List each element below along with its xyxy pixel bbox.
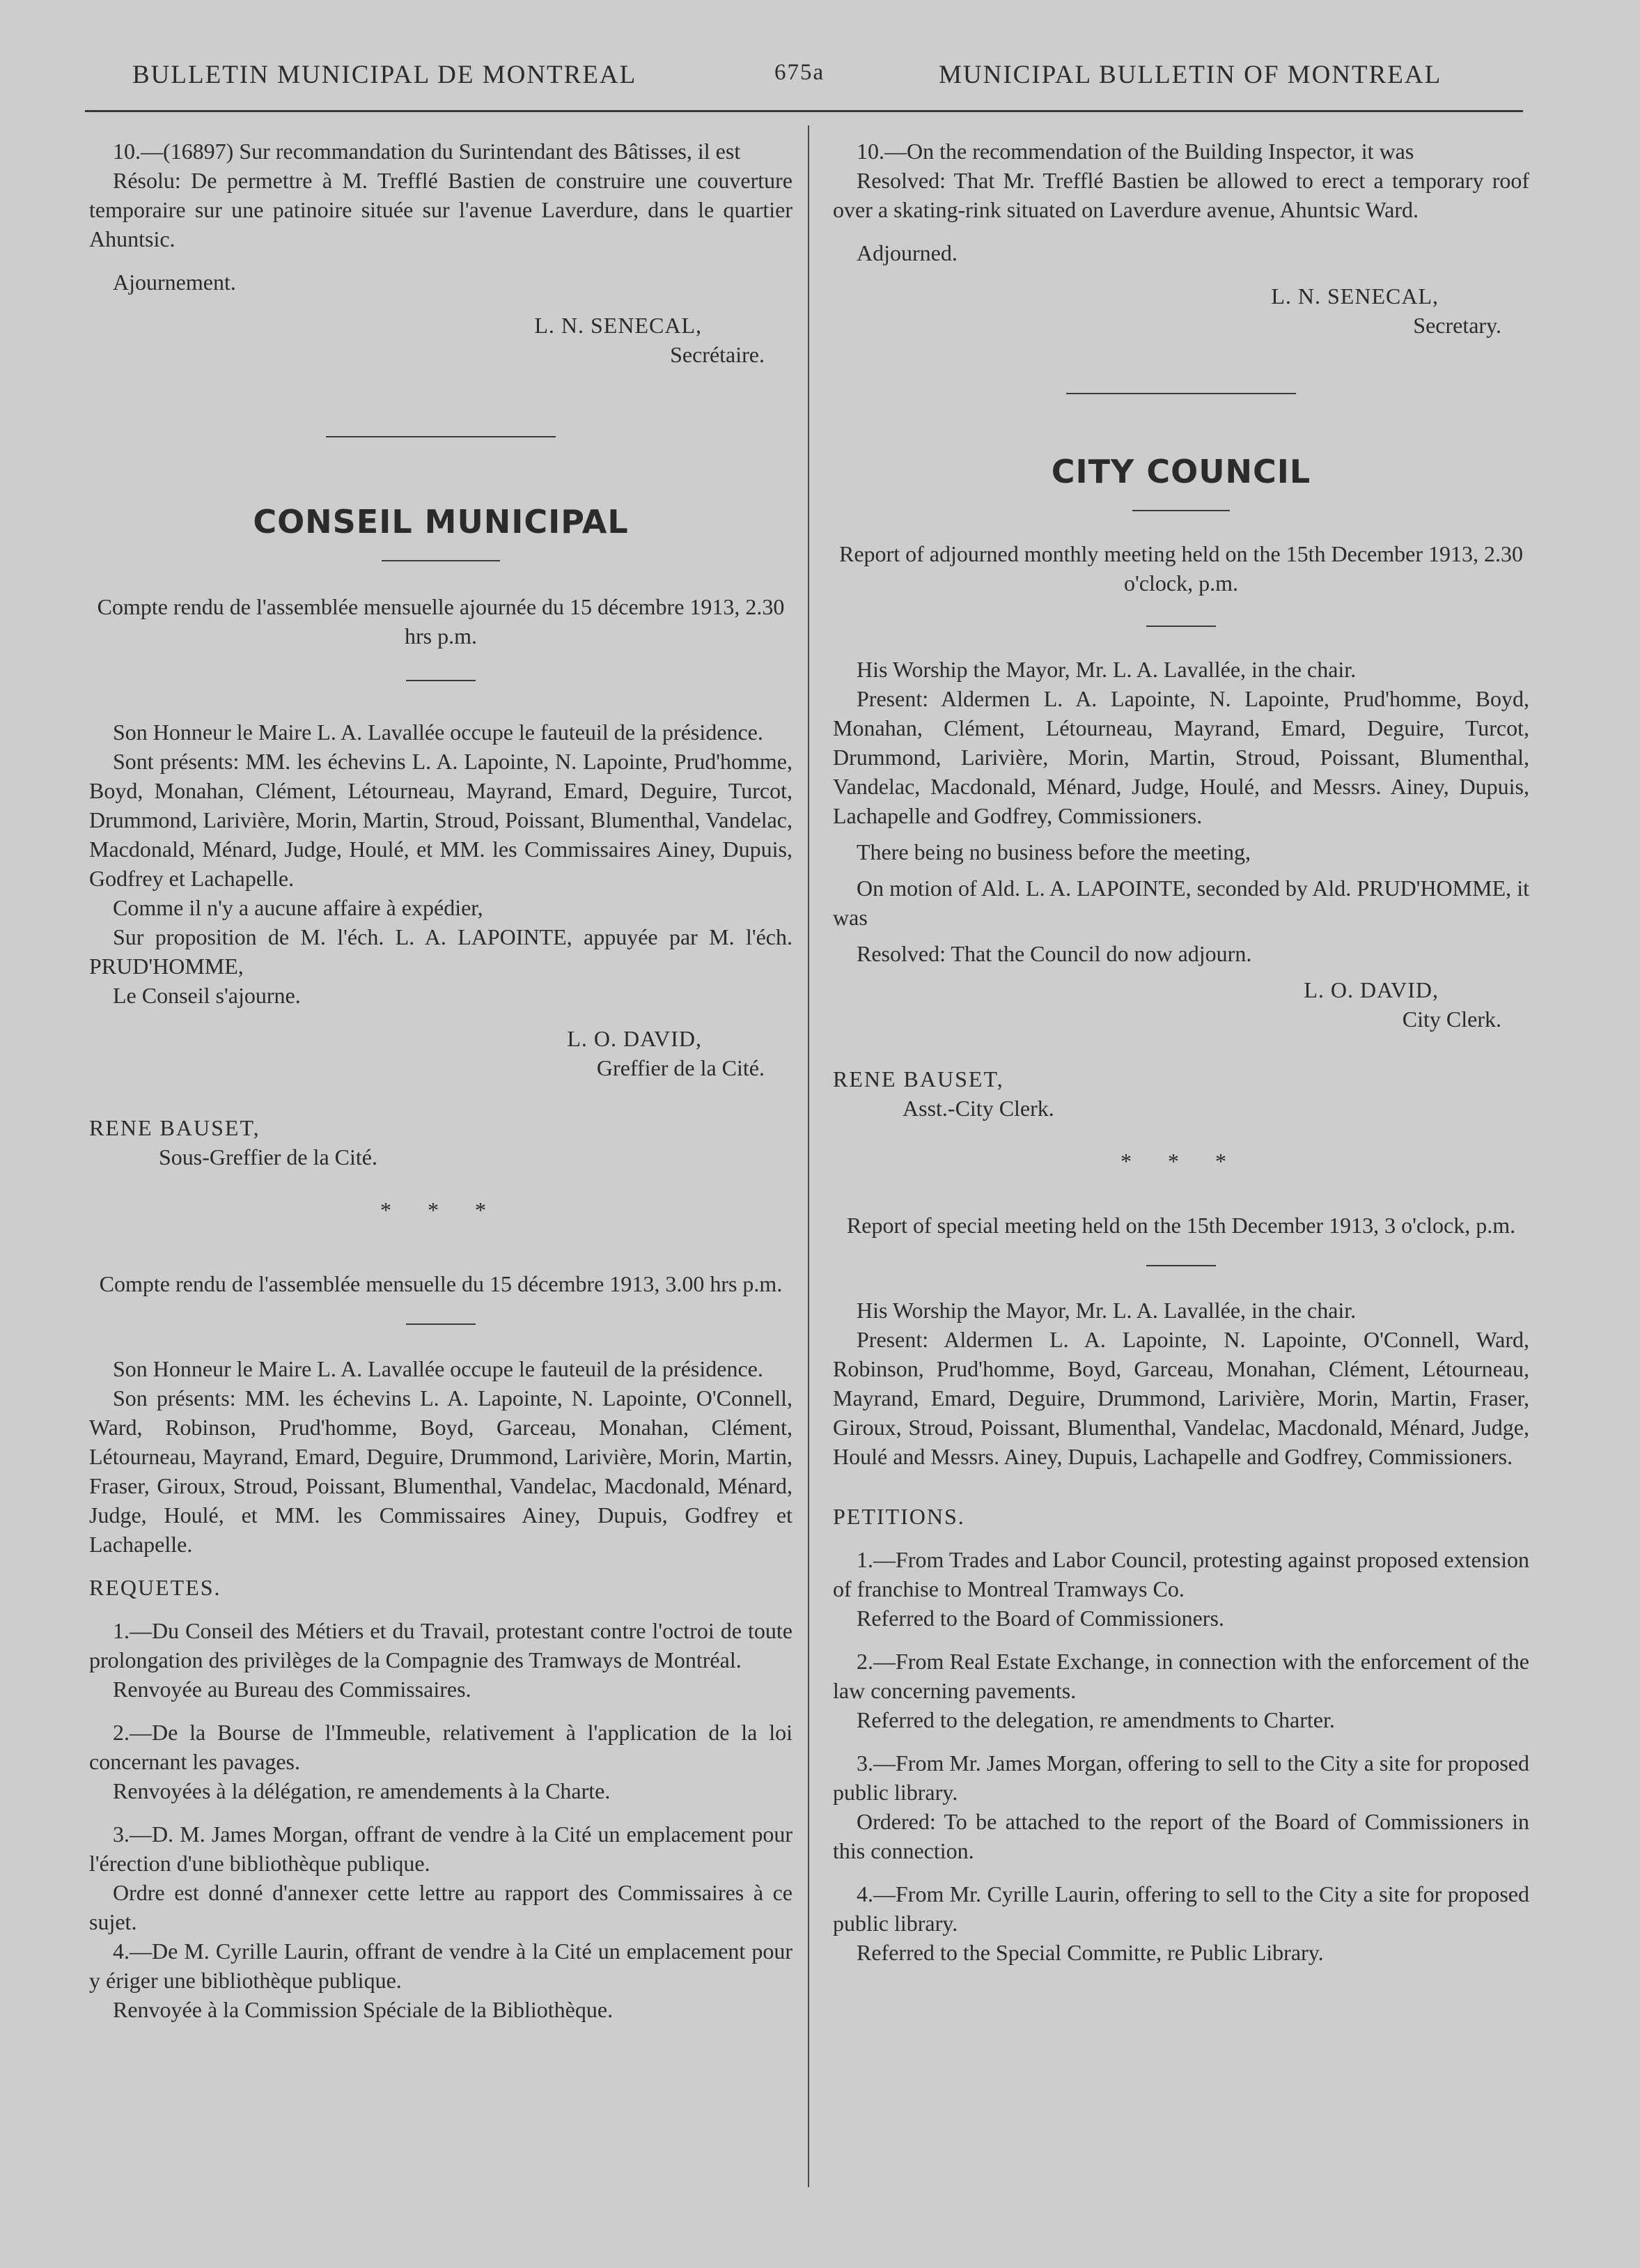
- item-10-resolution: Resolved: That Mr. Trefflé Bastien be allowed to erect a temporary roof over a skating-rink situated on Laverdure avenue, Ahuntsic Ward.: [833, 168, 1529, 222]
- petition-1-action: Referred to the Board of Commissioners.: [857, 1606, 1224, 1631]
- adjournment-text: Ajournement.: [113, 270, 236, 295]
- meeting-report-2: Report of special meeting held on the 15th December 1913, 3 o'clock, p.m.: [846, 1213, 1516, 1238]
- chair-statement-2: His Worship the Mayor, Mr. L. A. Lavallée, in the chair.: [857, 1298, 1357, 1323]
- request-3-action: Ordre est donné d'annexer cette lettre au rapport des Commissaires à ce sujet.: [89, 1880, 792, 1934]
- petition-1: 1.—From Trades and Labor Council, protesting against proposed extension of franchise to Montreal Tramways Co.: [833, 1547, 1529, 1601]
- assistant-clerk-name: RENE BAUSET,: [89, 1115, 260, 1140]
- request-2: 2.—De la Bourse de l'Immeuble, relativement à l'application de la loi concernant les pavages.: [89, 1720, 792, 1774]
- motion-text: Sur proposition de M. l'éch. L. A. LAPOINTE, appuyée par M. l'éch. PRUD'HOMME,: [89, 924, 792, 979]
- petition-2-action: Referred to the delegation, re amendments to Charter.: [857, 1707, 1335, 1732]
- request-2-action: Renvoyées à la délégation, re amendements à la Charte.: [113, 1778, 611, 1803]
- council-heading: CONSEIL MUNICIPAL: [253, 503, 629, 541]
- attendance-list-2: Son présents: MM. les échevins L. A. Lapointe, N. Lapointe, O'Connell, Ward, Robinson, Prud'homme, Boyd, Garceau, Monahan, Clément, Létourneau, Mayrand, Emard, Deguire, Drummond, Larivière, Morin, Martin, Fraser, Giroux, Stroud, Poissant, Blumenthal, Vandelac, Macdonald, Ménard, Judge, Houlé, et MM. les Commissaires Ainey, Dupuis, Godfrey et Lachapelle.: [89, 1385, 792, 1557]
- attendance-list-1: Present: Aldermen L. A. Lapointe, N. Lapointe, Prud'homme, Boyd, Monahan, Clément, Létourneau, Mayrand, Emard, Deguire, Turcot, Drummond, Larivière, Morin, Martin, Stroud, Poissant, Blumenthal, Vandelac, Macdonald, Ménard, Judge, Houlé, and Messrs. Ainey, Dupuis, Lachapelle and Godfrey, Commissioners.: [833, 686, 1529, 828]
- clerk-title: City Clerk.: [1402, 1007, 1501, 1032]
- chair-statement-1: Son Honneur le Maire L. A. Lavallée occupe le fauteuil de la présidence.: [113, 720, 763, 745]
- no-business-text: There being no business before the meeting,: [857, 839, 1251, 864]
- clerk-name: L. O. DAVID,: [567, 1026, 702, 1051]
- assistant-clerk-title: Asst.-City Clerk.: [903, 1096, 1054, 1121]
- resolved-text: Resolved: That the Council do now adjourn.: [857, 941, 1252, 966]
- request-1: 1.—Du Conseil des Métiers et du Travail, protestant contre l'octroi de toute prolongation des privilèges de la Compagnie des Tramways de Montréal.: [89, 1618, 792, 1672]
- chair-statement-1: His Worship the Mayor, Mr. L. A. Lavallée, in the chair.: [857, 657, 1357, 682]
- meeting-report-1: Report of adjourned monthly meeting held on the 15th December 1913, 2.30 o'clock, p.m.: [839, 541, 1523, 596]
- request-4-action: Renvoyée à la Commission Spéciale de la Bibliothèque.: [113, 1997, 614, 2022]
- motion-text: On motion of Ald. L. A. LAPOINTE, seconded by Ald. PRUD'HOMME, it was: [833, 876, 1529, 930]
- french-column: [89, 137, 792, 2024]
- english-column: [833, 137, 1529, 1967]
- section-stars: * * *: [380, 1197, 501, 1222]
- adjourns-text: Le Conseil s'ajourne.: [113, 983, 301, 1008]
- header-left-title: BULLETIN MUNICIPAL DE MONTREAL: [132, 61, 637, 89]
- item-10-text: 10.—(16897) Sur recommandation du Surintendant des Bâtisses, il est: [113, 139, 741, 164]
- council-heading: CITY COUNCIL: [1051, 453, 1311, 490]
- petition-4-action: Referred to the Special Committe, re Public Library.: [857, 1940, 1324, 1965]
- adjournment-text: Adjourned.: [857, 240, 958, 265]
- section-stars: * * *: [1120, 1149, 1242, 1174]
- secretary-title: Secretary.: [1413, 313, 1501, 338]
- chair-statement-2: Son Honneur le Maire L. A. Lavallée occupe le fauteuil de la présidence.: [113, 1356, 763, 1381]
- request-4: 4.—De M. Cyrille Laurin, offrant de vendre à la Cité un emplacement pour y ériger une bibliothèque publique.: [89, 1939, 792, 1993]
- petitions-heading: PETITIONS.: [833, 1504, 965, 1529]
- requests-heading: REQUETES.: [89, 1575, 221, 1600]
- petition-4: 4.—From Mr. Cyrille Laurin, offering to sell to the City a site for proposed public library.: [833, 1881, 1529, 1936]
- meeting-report-2: Compte rendu de l'assemblée mensuelle du 15 décembre 1913, 3.00 hrs p.m.: [99, 1271, 783, 1296]
- petition-3: 3.—From Mr. James Morgan, offering to sell to the City a site for proposed public library.: [833, 1750, 1529, 1805]
- clerk-title: Greffier de la Cité.: [596, 1055, 765, 1080]
- attendance-list-2: Present: Aldermen L. A. Lapointe, N. Lapointe, O'Connell, Ward, Robinson, Prud'homme, Boyd, Garceau, Monahan, Clément, Létourneau, Mayrand, Emard, Deguire, Drummond, Larivière, Morin, Martin, Fraser, Giroux, Stroud, Poissant, Blumenthal, Vandelac, Macdonald, Ménard, Judge, Houlé and Messrs. Ainey, Dupuis, Lachapelle and Godfrey, Commissioners.: [833, 1327, 1529, 1469]
- meeting-report-1: Compte rendu de l'assemblée mensuelle ajournée du 15 décembre 1913, 2.30 hrs p.m.: [97, 594, 785, 648]
- header-right-title: MUNICIPAL BULLETIN OF MONTREAL: [939, 61, 1442, 89]
- attendance-list-1: Sont présents: MM. les échevins L. A. Lapointe, N. Lapointe, Prud'homme, Boyd, Monahan, Clément, Létourneau, Mayrand, Emard, Deguire, Turcot, Drummond, Larivière, Morin, Martin, Stroud, Poissant, Blumenthal, Vandelac, Macdonald, Ménard, Judge, Houlé, et MM. les Commissaires Ainey, Dupuis, Godfrey et Lachapelle.: [89, 749, 792, 891]
- secretary-name: L. N. SENECAL,: [1271, 284, 1439, 309]
- assistant-clerk-name: RENE BAUSET,: [833, 1066, 1004, 1092]
- page-number: 675a: [774, 60, 825, 85]
- clerk-name: L. O. DAVID,: [1304, 977, 1439, 1002]
- item-10-text: 10.—On the recommendation of the Building Inspector, it was: [857, 139, 1414, 164]
- assistant-clerk-title: Sous-Greffier de la Cité.: [159, 1144, 377, 1170]
- secretary-title: Secrétaire.: [670, 342, 765, 367]
- item-10-resolution: Résolu: De permettre à M. Trefflé Bastien de construire une couverture temporaire sur une patinoire située sur l'avenue Laverdure, dans le quartier Ahuntsic.: [89, 168, 792, 251]
- request-3: 3.—D. M. James Morgan, offrant de vendre à la Cité un emplacement pour l'érection d'une bibliothèque publique.: [89, 1822, 792, 1876]
- secretary-name: L. N. SENECAL,: [534, 313, 702, 338]
- header-rule: [85, 110, 1523, 112]
- no-business-text: Comme il n'y a aucune affaire à expédier,: [113, 895, 483, 920]
- request-1-action: Renvoyée au Bureau des Commissaires.: [113, 1677, 471, 1702]
- petition-3-action: Ordered: To be attached to the report of the Board of Commissioners in this connection.: [833, 1809, 1529, 1863]
- petition-2: 2.—From Real Estate Exchange, in connection with the enforcement of the law concerning pavements.: [833, 1649, 1529, 1703]
- column-divider: [808, 125, 809, 2187]
